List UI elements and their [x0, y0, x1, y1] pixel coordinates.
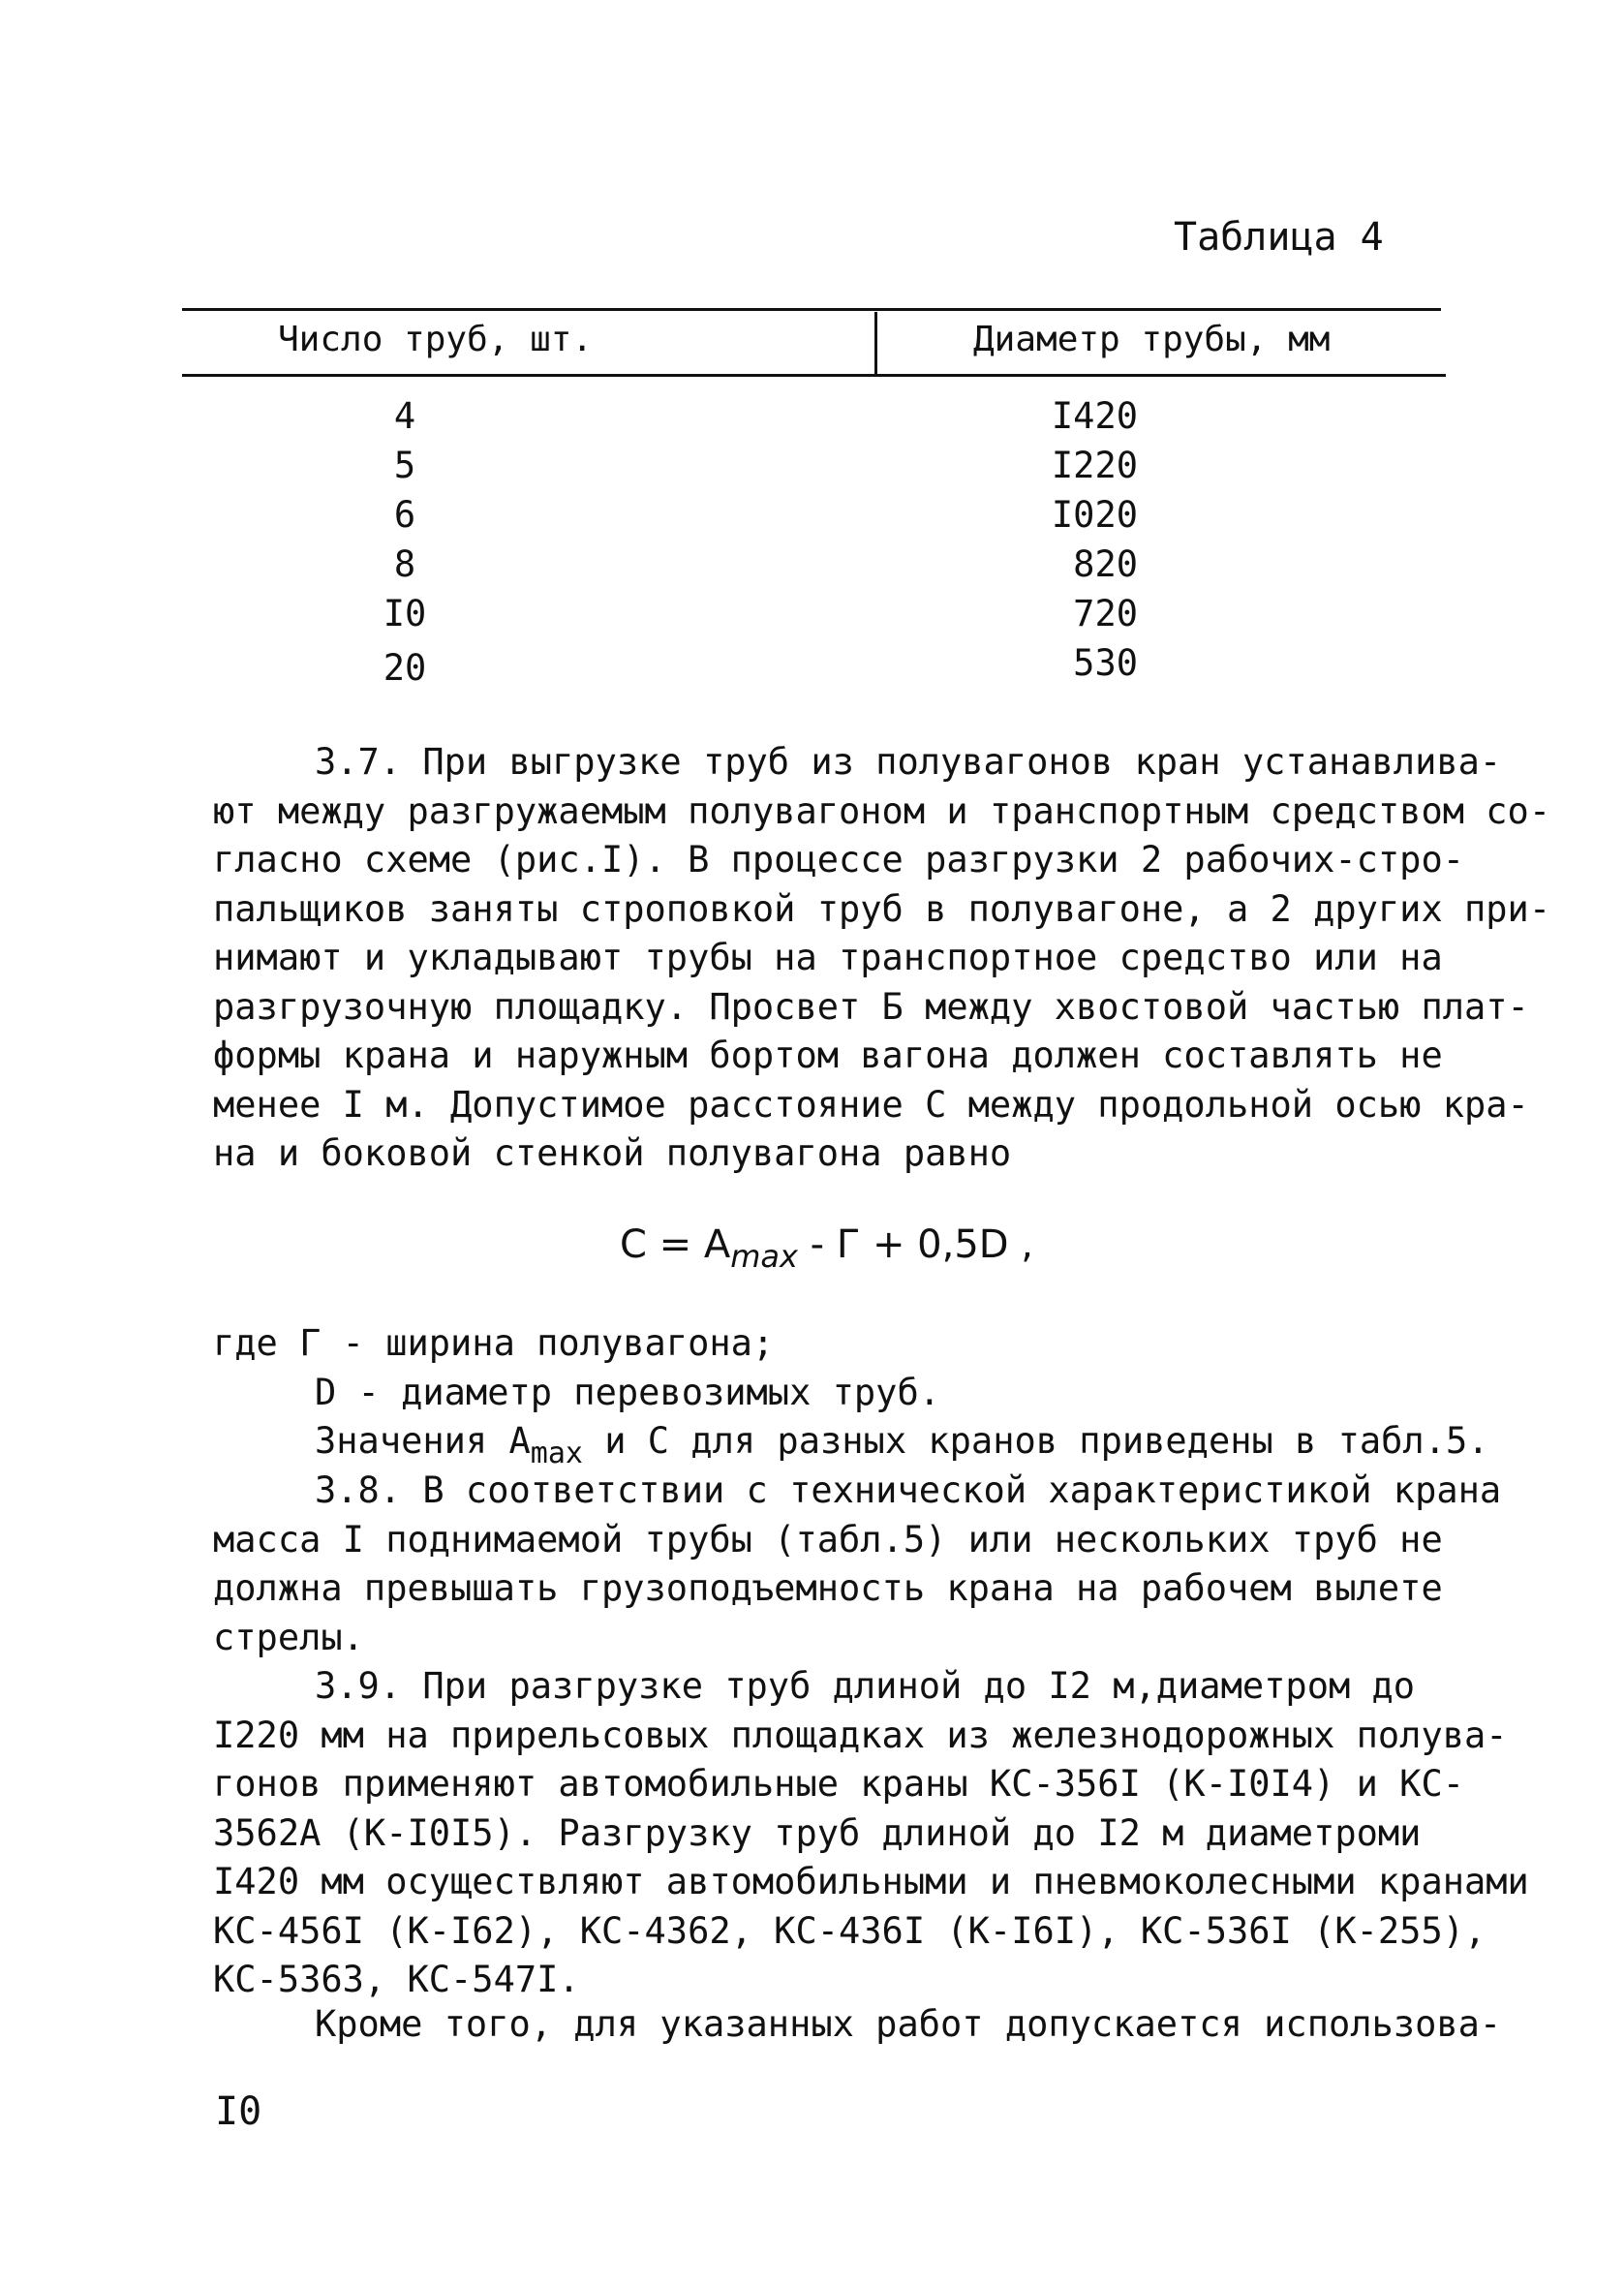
paragraph-3-8 [213, 1467, 1502, 1662]
table-cell-diameter: I420 [1051, 395, 1138, 437]
text-line: пальщиков заняты строповкой труб в полувагоне, а 2 других при- [213, 887, 1551, 930]
table-header-diameter: Диаметр трубы, мм [973, 320, 1331, 359]
table-cell-count: I0 [383, 593, 427, 634]
text-line: разгрузочную площадку. Просвет Б между хвостовой частью плат- [213, 985, 1529, 1028]
table-cell-count: 5 [393, 445, 416, 486]
text-line: должна превышать грузоподъемность крана на рабочем вылете [213, 1567, 1443, 1609]
table-cell-diameter: I020 [1051, 494, 1138, 536]
text-line: 3562А (К-I0I5). Разгрузку труб длиной до I2 м диаметроми [213, 1811, 1422, 1854]
subscript: max [530, 1437, 583, 1470]
formula-rhs: - Г + 0,5D , [797, 1222, 1034, 1267]
table-top-rule [182, 308, 1441, 311]
text-line: I420 мм осуществляют автомобильными и пневмоколесными кранами [213, 1861, 1529, 1902]
text-line: менее I м. Допустимое расстояние С между продольной осью кра- [213, 1083, 1529, 1126]
table-cell-diameter: I220 [1051, 445, 1138, 486]
table-cell-count: 8 [393, 543, 416, 585]
formula [620, 1222, 1033, 1275]
table-column-divider [874, 312, 877, 376]
text-line: I220 мм на прирельсовых площадках из железнодорожных полува- [213, 1714, 1508, 1756]
table-cell-diameter: 820 [1073, 543, 1138, 585]
text-line: ют между разгружаемым полувагоном и транспортным средством со- [213, 789, 1551, 832]
text-line: на и боковой стенкой полувагона равно [213, 1132, 1012, 1174]
where-clause [213, 1319, 1489, 1479]
table-header-rule [182, 374, 1446, 377]
paragraph-3-7 [213, 738, 1551, 1179]
table-cell-count: 20 [383, 647, 427, 689]
text-line: нимают и укладывают трубы на транспортное средство или на [213, 937, 1443, 978]
text-fragment: и C для разных кранов приведены в табл.5. [582, 1420, 1489, 1462]
table-header-count: Число труб, шт. [278, 320, 594, 359]
table-cell-diameter: 530 [1073, 642, 1138, 684]
text-line: гласно схеме (рис.I). В процессе разгрузки 2 рабочих-стро- [213, 839, 1465, 881]
text-line: формы крана и наружным бортом вагона должен составлять не [213, 1035, 1443, 1076]
table-caption: Таблица 4 [1174, 215, 1384, 260]
table-cell-count: 4 [393, 395, 416, 437]
text-fragment: Значения A [315, 1420, 531, 1462]
text-line: Кроме того, для указанных работ допускается использова- [315, 2003, 1502, 2045]
text-line: КС-5363, КС-547I. [213, 1959, 580, 2000]
formula-lhs: C = A [620, 1222, 731, 1267]
paragraph-continuation [213, 2000, 1502, 2050]
table-cell-diameter: 720 [1073, 593, 1138, 634]
text-line: КС-456I (К-I62), КС-4362, КС-436I (К-I6I), КС-536I (К-255), [213, 1909, 1486, 1952]
text-line: масса I поднимаемой трубы (табл.5) или нескольких труб не [213, 1518, 1443, 1561]
text-line: гонов применяют автомобильные краны КС-356I (К-I0I4) и КС- [213, 1763, 1465, 1805]
text-line: 3.9. При разгрузке труб длиной до I2 м,диаметром до [315, 1665, 1416, 1707]
paragraph-3-9 [213, 1662, 1529, 2005]
table-cell-count: 6 [393, 494, 416, 536]
text-line: стрелы. [213, 1616, 364, 1658]
text-line: 3.7. При выгрузке труб из полувагонов кран устанавлива- [315, 741, 1502, 783]
formula-subscript: max [730, 1238, 798, 1275]
text-line: D - диаметр перевозимых труб. [315, 1371, 941, 1413]
page-number: I0 [215, 2089, 262, 2134]
text-line: где Г - ширина полувагона; [213, 1322, 775, 1364]
text-line: 3.8. В соответствии с технической характеристикой крана [315, 1469, 1502, 1511]
